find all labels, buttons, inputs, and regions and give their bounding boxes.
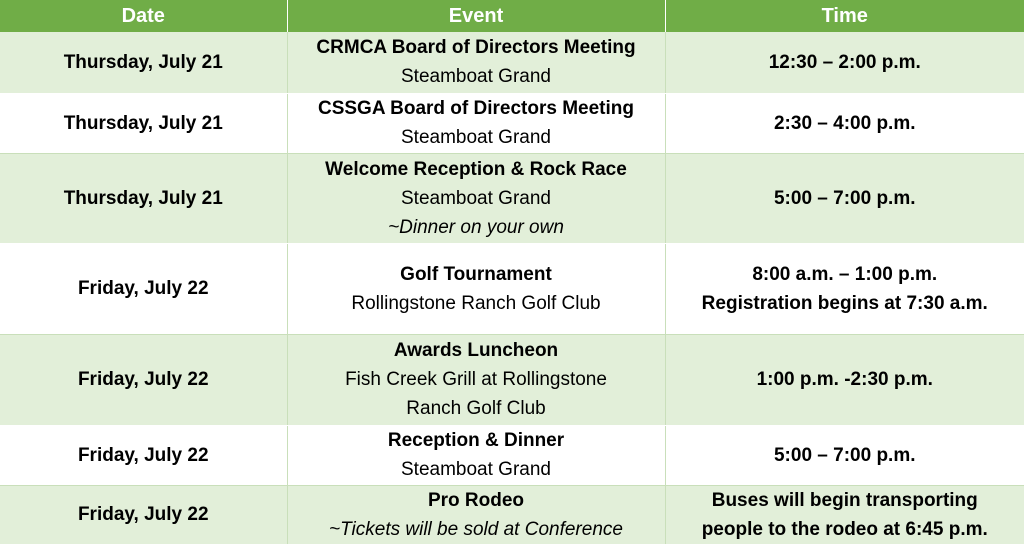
row-event	[287, 243, 665, 334]
row-event	[287, 425, 665, 485]
row-event	[287, 334, 665, 425]
time-line-2: Registration begins at 7:30 a.m.	[701, 292, 988, 314]
header-date: Date	[0, 0, 287, 32]
row-event	[287, 485, 665, 544]
event-title: CSSGA Board of Directors Meeting	[317, 98, 634, 119]
header-event: Event	[287, 0, 665, 32]
table-row	[0, 243, 1024, 334]
row-date: Friday, July 22	[0, 334, 287, 425]
table-row	[0, 32, 1024, 93]
event-location: Fish Creek Grill at Rollingstone	[345, 369, 607, 390]
event-location: Steamboat Grand	[401, 127, 551, 148]
header-row	[0, 0, 1024, 32]
row-time: 5:00 – 7:00 p.m.	[665, 153, 1024, 243]
event-title: Pro Rodeo	[427, 489, 525, 511]
event-title: Welcome Reception & Rock Race	[325, 158, 627, 180]
table-row	[0, 485, 1024, 544]
event-location: Steamboat Grand	[401, 459, 551, 480]
row-event	[287, 32, 665, 93]
table-row	[0, 93, 1024, 153]
row-date: Thursday, July 21	[0, 153, 287, 243]
time-line: Buses will begin transporting	[711, 489, 978, 511]
row-date: Thursday, July 21	[0, 93, 287, 153]
event-title: Reception & Dinner	[387, 430, 565, 451]
event-note: ~Dinner on your own	[388, 216, 564, 238]
event-title: Awards Luncheon	[393, 340, 559, 361]
time-line-2: people to the rodeo at 6:45 p.m.	[701, 518, 988, 540]
header-time: Time	[665, 0, 1024, 32]
table-row	[0, 334, 1024, 425]
table-row	[0, 425, 1024, 485]
row-date: Friday, July 22	[0, 485, 287, 544]
event-location: Rollingstone Ranch Golf Club	[351, 292, 601, 314]
row-date: Friday, July 22	[0, 425, 287, 485]
row-time: 12:30 – 2:00 p.m.	[665, 32, 1024, 93]
row-event	[287, 153, 665, 243]
row-time: 5:00 – 7:00 p.m.	[665, 425, 1024, 485]
table-row	[0, 153, 1024, 243]
row-date: Friday, July 22	[0, 243, 287, 334]
event-title: CRMCA Board of Directors Meeting	[316, 37, 636, 59]
event-title: Golf Tournament	[400, 263, 552, 285]
row-time: 2:30 – 4:00 p.m.	[665, 93, 1024, 153]
row-event	[287, 93, 665, 153]
row-time: 1:00 p.m. -2:30 p.m.	[665, 334, 1024, 425]
event-location: Steamboat Grand	[401, 187, 551, 209]
row-time	[665, 485, 1024, 544]
row-time	[665, 243, 1024, 334]
event-location-2: Ranch Golf Club	[406, 398, 546, 419]
event-note: ~Tickets will be sold at Conference	[329, 518, 623, 540]
event-location: Steamboat Grand	[401, 66, 551, 88]
row-date: Thursday, July 21	[0, 32, 287, 93]
time-line: 8:00 a.m. – 1:00 p.m.	[752, 263, 938, 285]
